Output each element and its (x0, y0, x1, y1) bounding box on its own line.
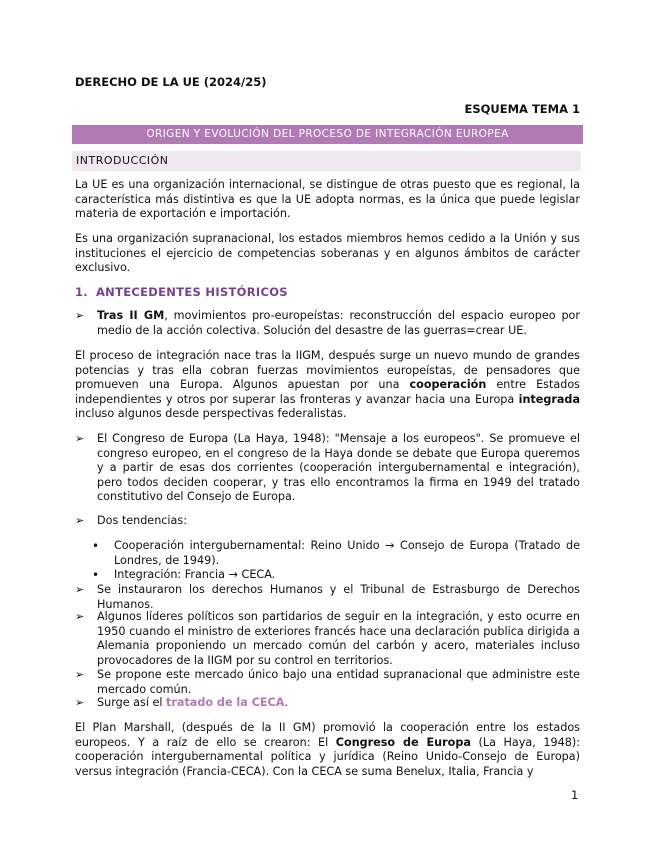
text-run: El Plan Marshall, (después de la II GM) promovió la cooperación entre los estados europeos. Y a raíz de ello se crearon: El (75, 721, 580, 749)
text-run: Surge así el (97, 696, 167, 709)
section-number: 1. (75, 285, 88, 299)
highlighted-term: tratado de la CECA (166, 696, 285, 709)
sub-list-item-text: Integración: Francia → CECA. (114, 568, 276, 581)
text-run: entre Estados independientes y otros por superar las fronteras y avanzar hacia una Europa (75, 378, 580, 406)
bullet-dot-icon: • (92, 568, 100, 582)
arrow-bullet-icon: ➢ (75, 610, 85, 623)
emphasis: integrada (518, 392, 580, 406)
list-item-text: Se propone este mercado único bajo una entidad supranacional que administre este mercado común. (97, 668, 580, 696)
emphasis: cooperación (409, 378, 487, 391)
section-title: ANTECEDENTES HISTÓRICOS (95, 285, 288, 299)
arrow-bullet-icon: ➢ (75, 696, 85, 709)
arrow-bullet-icon: ➢ (75, 432, 85, 445)
scheme-title: ESQUEMA TEMA 1 (464, 102, 580, 116)
emphasis: Congreso de Europa (335, 735, 471, 749)
list-item-text (97, 309, 580, 338)
list-item-text (97, 696, 580, 711)
arrow-bullet-icon: ➢ (75, 668, 85, 681)
list-item-text: Dos tendencias: (97, 514, 187, 527)
list-item-text: Se instauraron los derechos Humanos y el Tribunal de Estrasburgo de Derechos Humanos. (97, 583, 580, 611)
section-heading (75, 285, 288, 299)
arrow-bullet-icon: ➢ (75, 514, 85, 527)
list-item-text: El Congreso de Europa (La Haya, 1948): "Mensaje a los europeos". Se promueve el congreso europeo, en el congreso de la Haya donde se debate que Europa queremos y a partir de esas dos corrientes (cooperación intergubernamental e integración), pero todos deciden cooperar, y tras ello encontramos la firma en 1949 del tratado constitutivo del Consejo de Europa. (97, 432, 580, 503)
text-run: (La Haya, 1948): cooperación intergubernamental política y jurídica (Reino Unido-Consejo de Europa) versus integración (Francia-CECA). Con la CECA se suma Benelux, Italia, Francia y (75, 735, 580, 778)
chapter-banner: ORIGEN Y EVOLUCIÓN DEL PROCESO DE INTEGRACIÓN EUROPEA (72, 125, 583, 144)
body-paragraph (75, 349, 580, 422)
arrow-bullet-icon: ➢ (75, 583, 85, 596)
list-item-text: Algunos líderes políticos son partidarios de seguir en la integración, y esto ocurre en 1950 cuando el ministro de exteriores francés hace una declaración publica dirigida a Alemania proponiendo un mercado común del carbón y acero, materiales incluso provocadores de la IIGM por su control en territorios. (97, 610, 580, 667)
text-run: incluso algunos desde perspectivas federalistas. (75, 407, 347, 420)
intro-paragraph-1: La UE es una organización internacional, se distingue de otras puesto que es regional, la característica más distintiva es que la UE adopta normas, es la única que puede legislar materia de exportación e importación. (75, 178, 580, 220)
intro-paragraph-2: Es una organización supranacional, los estados miembros hemos cedido a la Unión y sus instituciones el ejercicio de competencias soberanas y en algunos ámbitos de carácter exclusivo. (75, 232, 580, 274)
text-run: , movimientos pro-europeístas: reconstrucción del espacio europeo por medio de la acción colectiva. Solución del desastre de las guerras=crear UE. (97, 309, 580, 337)
page-number: 1 (571, 788, 579, 802)
intro-heading: INTRODUCCIÓN (72, 151, 581, 171)
emphasis: Tras II GM (97, 309, 165, 322)
text-run: . (284, 696, 288, 709)
text-run: El proceso de integración nace tras la IIGM, después surge un nuevo mundo de grandes potencias y tras ella cobran fuerzas movimientos europeístas, de pensadores que promueven una Europa. Algunos apuestan por una (75, 349, 580, 391)
body-paragraph (75, 721, 580, 779)
sub-list-item-text: Cooperación intergubernamental: Reino Unido → Consejo de Europa (Tratado de Londres, de 1949). (114, 539, 580, 567)
course-title: DERECHO DE LA UE (2024/25) (75, 75, 267, 89)
bullet-dot-icon: • (92, 539, 100, 553)
arrow-bullet-icon: ➢ (75, 309, 85, 322)
